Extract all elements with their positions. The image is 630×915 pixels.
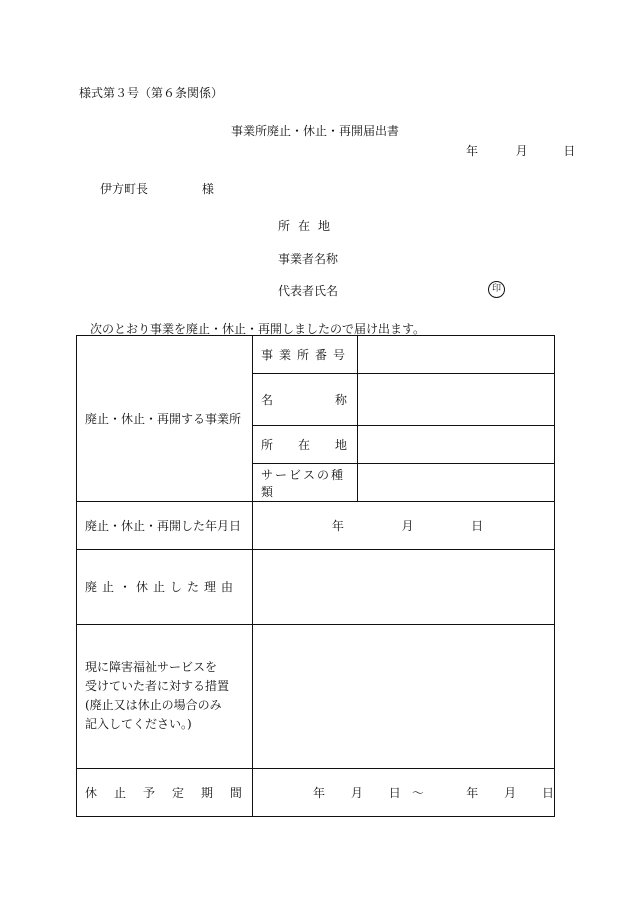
period-start-day: 日 xyxy=(388,785,401,800)
office-name-field[interactable] xyxy=(358,374,555,426)
label-char: 名 xyxy=(261,393,274,408)
seal-mark: 印 xyxy=(488,281,505,298)
office-location-label xyxy=(253,426,358,464)
office-name-label xyxy=(253,374,358,426)
date-month: 月 xyxy=(515,144,528,158)
label-char: 間 xyxy=(229,785,242,800)
applicant-business-name-label: 事業者名称 xyxy=(278,252,339,266)
date-day: 日 xyxy=(471,519,484,534)
period-end-day: 日 xyxy=(542,785,555,800)
action-date-field[interactable] xyxy=(253,502,555,550)
date-year: 年 xyxy=(331,519,344,534)
reason-label: 廃止・休止した理由 xyxy=(77,550,253,624)
suspension-period-label xyxy=(77,768,253,816)
notification-form-table xyxy=(76,335,555,817)
table-row xyxy=(77,502,555,550)
label-char: 予 xyxy=(142,785,155,800)
period-start-month: 月 xyxy=(350,785,363,800)
addressee xyxy=(100,180,214,197)
label-char: 地 xyxy=(334,438,347,453)
addressee-honorific: 様 xyxy=(201,182,214,196)
date-year: 年 xyxy=(466,144,479,158)
period-tilde: ～ xyxy=(411,785,424,800)
action-date-label: 廃止・休止・再開した年月日 xyxy=(77,502,253,550)
measures-line: 現に障害福祉サービスを xyxy=(85,660,218,675)
applicant-representative-label: 代表者氏名 xyxy=(278,284,339,298)
date-day: 日 xyxy=(563,144,576,158)
measures-field[interactable] xyxy=(253,624,555,768)
office-location-field[interactable] xyxy=(358,426,555,464)
label-char: 所 xyxy=(261,438,274,453)
reason-field[interactable] xyxy=(253,550,555,624)
addressee-name: 伊方町長 xyxy=(100,182,149,196)
measures-line: (廃止又は休止の場合のみ xyxy=(85,698,222,713)
date-month: 月 xyxy=(401,519,414,534)
period-end-year: 年 xyxy=(466,785,479,800)
table-row xyxy=(77,550,555,624)
period-end-month: 月 xyxy=(504,785,517,800)
document-title: 事業所廃止・休止・再開届出書 xyxy=(230,124,399,138)
service-type-label: サービスの種類 xyxy=(253,464,358,502)
suspension-period-field[interactable] xyxy=(253,768,555,816)
period-start-year: 年 xyxy=(313,785,326,800)
label-char: 休 xyxy=(85,785,98,800)
table-row xyxy=(77,624,555,768)
submission-date xyxy=(466,142,575,159)
measures-label xyxy=(77,624,253,768)
label-char: 止 xyxy=(113,785,126,800)
applicant-address-label: 所在地 xyxy=(278,219,339,233)
measures-line: 受けていた者に対する措置 xyxy=(85,679,230,694)
table-row xyxy=(77,768,555,816)
office-number-field[interactable] xyxy=(358,336,555,374)
label-char: 称 xyxy=(334,393,347,408)
statement-text: 次のとおり事業を廃止・休止・再開しましたので届け出ます。 xyxy=(90,322,426,336)
label-char: 定 xyxy=(171,785,184,800)
office-group-label: 廃止・休止・再開する事業所 xyxy=(77,336,253,502)
form-code: 様式第３号（第６条関係） xyxy=(79,86,224,100)
label-char: 期 xyxy=(200,785,213,800)
table-row xyxy=(77,336,555,374)
office-number-label: 事業所番号 xyxy=(253,336,358,374)
service-type-field[interactable] xyxy=(358,464,555,502)
measures-line: 記入してください。) xyxy=(85,717,192,732)
label-char: 在 xyxy=(297,438,310,453)
